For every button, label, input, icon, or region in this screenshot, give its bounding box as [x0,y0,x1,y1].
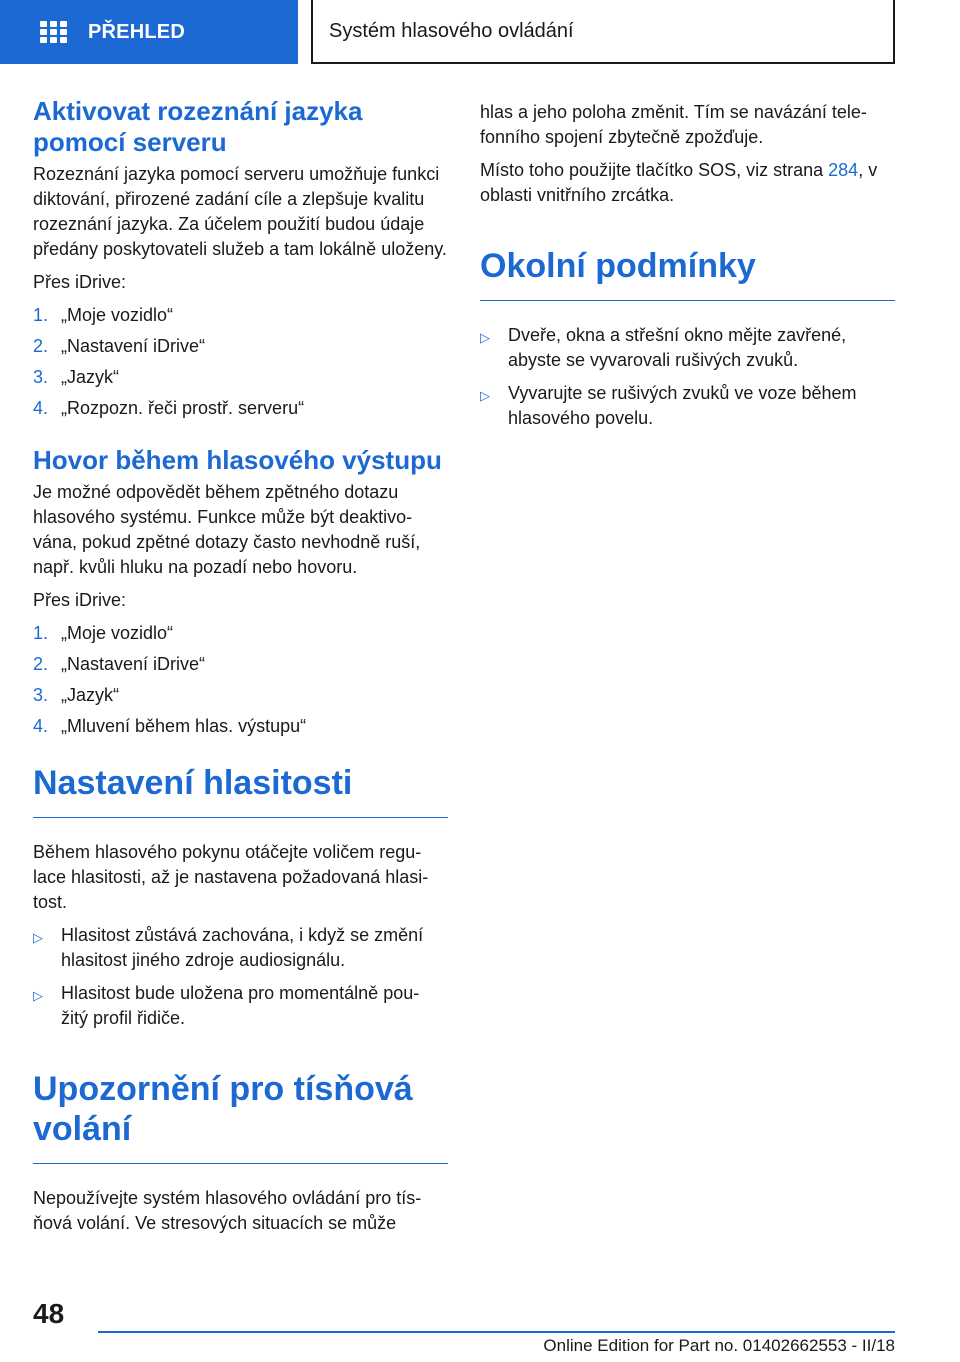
step-text: „Jazyk“ [61,685,119,705]
step-text: „Moje vozidlo“ [61,623,174,643]
list-item [33,683,448,708]
step-number: 2. [33,336,49,356]
list-item [33,621,448,646]
bullet-text: Vyvarujte se rušivých zvuků ve voze během hlasového povelu. [508,383,857,428]
list-item [480,381,895,431]
step-number: 1. [33,305,49,325]
edition-info: Online Edition for Part no. 01402662553 - II/18 [543,1336,895,1355]
step-text: „Moje vozidlo“ [61,305,174,325]
paragraph: Je možné odpovědět během zpětného dotazu hlasového systému. Funkce může být deaktivo- vána, pokud zpětné dotazy často nevhodně ruší, např. kvůli hluku na pozadí nebo hovoru. [33,482,421,577]
step-text: „Rozpozn. řeči prostř. serveru“ [61,398,305,418]
list-item [33,981,448,1031]
step-text: „Mluvení během hlas. výstupu“ [61,716,307,736]
sos-text-post: , v oblasti vnitřního zrcátka. [480,160,878,205]
section-title: Systém hlasového ovládání [329,19,574,42]
heading-ambient-conditions: Okolní podmínky [480,246,895,301]
heading-server-recognition: Aktivovat rozeznání jazyka pomocí serveru [33,96,363,157]
heading-emergency-calls: Upozornění pro tísňová volání [33,1069,448,1164]
bullet-list [33,923,448,1031]
overview-tab[interactable] [0,0,298,64]
list-item [33,652,448,677]
list-item [33,303,448,328]
list-item [33,334,448,359]
heading-speak-during-output: Hovor během hlasového výstupu [33,445,442,475]
grid-icon [40,21,66,43]
triangle-bullet-icon: ▷ [33,930,43,945]
right-column [480,100,895,439]
bullet-text: Hlasitost zůstává zachována, i když se změní hlasitost jiného zdroje audiosignálu. [61,925,424,970]
triangle-bullet-icon: ▷ [480,330,490,345]
paragraph-sos [480,158,895,208]
heading-volume-settings: Nastavení hlasitosti [33,763,448,818]
step-text: „Jazyk“ [61,367,119,387]
bullet-text: Dveře, okna a střešní okno mějte zavřené, abyste se vyvarovali rušivých zvuků. [508,325,847,370]
triangle-bullet-icon: ▷ [480,388,490,403]
left-column [33,96,448,1244]
via-idrive-label: Přes iDrive: [33,590,127,610]
step-number: 4. [33,398,49,418]
sos-text-pre: Místo toho použijte tlačítko SOS, viz strana [480,160,829,180]
footer-divider [98,1331,895,1333]
list-item [33,923,448,973]
paragraph: Rozeznání jazyka pomocí serveru umožňuje funkci diktování, přirozené zadání cíle a zlepšuje kvalitu rozeznání jazyka. Za účelem použití budou údaje předány poskytovateli služeb a tam lokálně uloženy. [33,164,447,259]
list-item [33,365,448,390]
overview-tab-label: PŘEHLED [88,20,185,43]
paragraph: Nepoužívejte systém hlasového ovládání pro tís- ňová volání. Ve stresových situacích se může [33,1188,422,1233]
step-text: „Nastavení iDrive“ [61,336,206,356]
via-idrive-label: Přes iDrive: [33,272,127,292]
paragraph: hlas a jeho poloha změnit. Tím se navázání tele- fonního spojení zbytečně zpožďuje. [480,102,867,147]
steps-list [33,303,448,421]
step-number: 4. [33,716,49,736]
list-item [33,396,448,421]
bullet-list [480,323,895,431]
bullet-text: Hlasitost bude uložena pro momentálně pou- žitý profil řidiče. [61,983,420,1028]
step-number: 3. [33,685,49,705]
page-number: 48 [33,1298,65,1329]
page-reference-link[interactable]: 284 [828,160,859,180]
list-item [33,714,448,739]
step-text: „Nastavení iDrive“ [61,654,206,674]
steps-list [33,621,448,739]
triangle-bullet-icon: ▷ [33,988,43,1003]
step-number: 2. [33,654,49,674]
list-item [480,323,895,373]
section-header [311,0,895,64]
step-number: 1. [33,623,49,643]
step-number: 3. [33,367,49,387]
paragraph: Během hlasového pokynu otáčejte voličem regu- lace hlasitosti, až je nastavena požadovaná hlasi- tost. [33,842,429,912]
